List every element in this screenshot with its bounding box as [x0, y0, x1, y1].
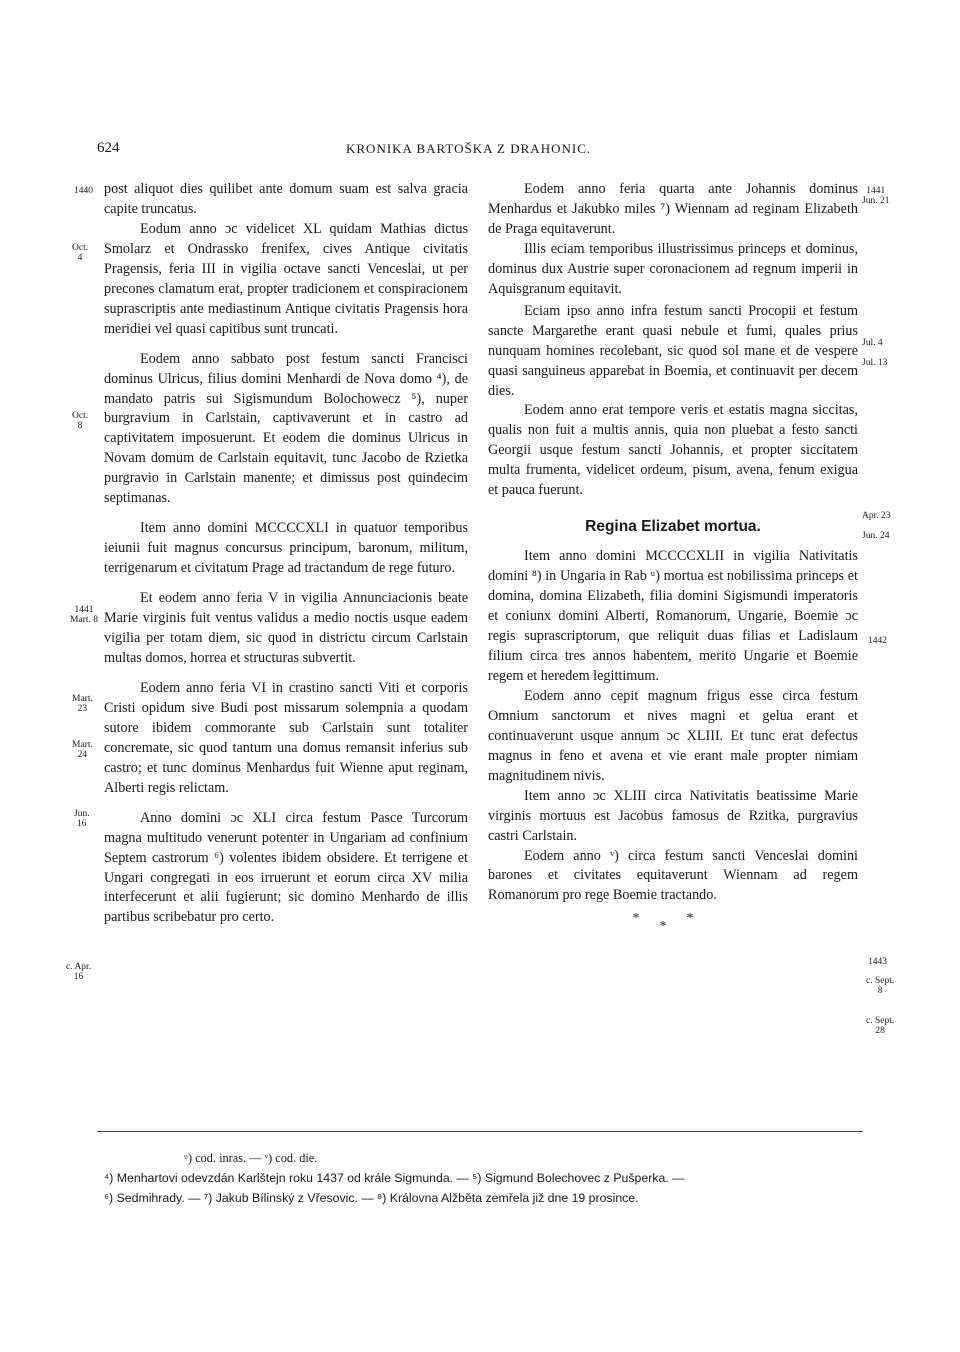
margin-date-label: Jul. 4	[862, 338, 883, 348]
asterisk: *	[632, 911, 660, 927]
margin-date-label: Jun.	[74, 809, 90, 819]
margin-date-label: 1440	[74, 186, 93, 196]
margin-date	[868, 636, 887, 646]
running-head: KRONIKA BARTOŠKA Z DRAHONIC.	[346, 141, 592, 156]
margin-date	[866, 976, 894, 996]
margin-date-label: Apr. 23	[862, 511, 891, 521]
paragraph: Item anno domini MCCCCXLII in vigilia Nativitatis domini ⁸) in Ungaria in Rab ᵘ) mortua est nobilissima princeps et domina, domina Elizabeth, filia domini Sigismundi imperatoris et coniunx domini Alberti, Romanorum, Ungarie, Boemie ɔc regis suprascriptorum, que reliquit duas filias et Ladislaum filium circa tres annos habentem, merito Ungarie et Boemie regem et heredem legittimum.	[488, 548, 858, 684]
paragraph: Eodem anno erat tempore veris et estatis magna siccitas, qualis non fuit a multis annis, quia non pluebat a festo sancti Georgii usque festum sancti Johannis, et propter siccitatem multa frumenta, videlicet ordeum, pisum, avena, fenum exigua et pauca fuerunt.	[488, 402, 858, 499]
paragraph: Anno domini ɔc XLI circa festum Pasce Turcorum magna multitudo venerunt potenter in Ungariam ad confinium Septem castrorum ⁶) volentes ibidem obsidere. Et terrigene et Ungari congregati in eos irruerunt et eorum circa XV milia interfecerunt et alii fugierunt; sic domino Menhardo de illis partibus scribebatur pro certo.	[104, 809, 468, 926]
section-heading: Regina Elizabet mortua.	[585, 518, 761, 536]
margin-date-sub: 8	[877, 986, 883, 996]
margin-date-sub: 24	[77, 750, 88, 760]
margin-date-sub: 16	[77, 819, 87, 829]
margin-date-label: Jun. 24	[862, 531, 890, 541]
margin-date	[72, 411, 88, 431]
margin-date-sub: 4	[77, 253, 83, 263]
margin-date-label: 1443	[868, 957, 887, 967]
paragraph: Et eodem anno feria V in vigilia Annunciacionis beate Marie virginis fuit ventus validus a medio noctis usque eadem vigilia per totam diem, sic quod in districtu circum Carlstain multas domos, horrea et structuras subvertit.	[104, 590, 468, 666]
margin-date	[72, 740, 93, 760]
margin-date	[70, 605, 98, 625]
footnote-line: ⁶) Sedmihrady. — ⁷) Jakub Bílinský z Vřesovic. — ⁸) Královna Alžběta zemřela již dne 19 prosince.	[104, 1191, 639, 1205]
footnote-line: ⁴) Menhartovi odevzdán Karlštejn roku 1437 od krále Sigmunda. — ⁵) Sigmund Bolechovec z Pušperka. —	[104, 1171, 685, 1185]
margin-date-label: Oct.	[72, 411, 89, 421]
right-column	[488, 180, 858, 935]
paragraph: Eodem anno ᵛ) circa festum sancti Venceslai domini barones et civitates equitaverunt Wiennam ad regem Romanorum pro rege Boemie tractando.	[488, 847, 858, 904]
margin-date	[74, 809, 90, 829]
footnotes	[104, 1148, 864, 1208]
margin-date-label: 1442	[868, 636, 887, 646]
footnote-separator	[97, 1131, 863, 1132]
paragraph: Eodum anno ɔc videlicet XL quidam Mathias dictus Smolarz et Ondrassko frenifex, cives Antique civitatis Pragensis, feria III in vigilia octave sancti Venceslai, ut per precones clamatum erat, propter tradicionem et conspiracionem suprascriptis ante mediastinum Antique civitatis Pragensis hora meridiei vel quasi capitibus sunt truncati.	[104, 220, 468, 337]
margin-date-label: Jul. 13	[862, 358, 888, 368]
margin-date	[66, 962, 91, 982]
margin-date-label: c. Sept.	[866, 976, 895, 986]
left-column	[104, 180, 468, 928]
paragraph: Eodem anno feria VI in crastino sancti Viti et corporis Cristi opidum sive Budi post missarum solempnia a quodam sutore ibidem commorante sub Carlstain sunt totaliter concremate, sic quod tantum una domus remansit inferius sub castro; et tunc dominus Menhardus fuit Wienne aput reginam, Alberti regis relictam.	[104, 679, 468, 796]
paragraph: Eodem anno feria quarta ante Johannis dominus Menhardus et Jakubko miles ⁷) Wiennam ad reginam Elizabeth de Praga equitaverunt.	[488, 181, 858, 237]
margin-date	[868, 957, 887, 967]
margin-date	[862, 531, 889, 541]
margin-date	[862, 186, 889, 206]
margin-date-sub: Jun. 21	[862, 196, 890, 206]
margin-date-label: Oct.	[72, 243, 89, 253]
margin-date	[862, 511, 891, 521]
asterisk: *	[659, 919, 687, 935]
margin-date-label: Mart.	[72, 694, 93, 704]
paragraph: Illis eciam temporibus illustrissimus princeps et dominus, dominus dux Austrie super coronacionem ad regnum imperii in Aquisgranum equitavit.	[488, 240, 858, 297]
margin-date-sub: 16	[73, 972, 84, 982]
margin-date	[74, 186, 93, 196]
margin-date-sub: 23	[77, 704, 88, 714]
margin-date-label: c. Sept.	[866, 1016, 895, 1026]
margin-date	[862, 358, 887, 368]
paragraph: Eciam ipso anno infra festum sancti Procopii et festum sancte Margarethe erant quasi nebule et fumi, quales prius nunquam homines recolebant, sic quod sol mane et de vespere quasi sanguineus apparebat in Boemia, et continuavit per decem dies.	[488, 302, 858, 399]
margin-date-sub: 28	[875, 1026, 885, 1036]
margin-date-label: 1441	[866, 186, 886, 196]
paragraph: Item anno ɔc XLIII circa Nativitatis beatissime Marie virginis mortuus est Jacobus famosus de Rzitka, purgravius castri Carlstain.	[488, 787, 858, 844]
paragraph: Eodem anno sabbato post festum sancti Francisci dominus Ulricus, filius domini Menhardi de Nova domo ⁴), de mandato patris sui Sigismundum Bolochowecz ⁵), nuper burgravium in Carlstain, captivaverunt et in castro ad captivitatem imposuerunt. Et eodem die dominus Ulricus in Novam domum de Carlstain equitavit, tunc Jacobo de Rzietka purgravio in Carlstain manente; et dimissus post quindecim septimanas.	[104, 350, 468, 507]
margin-date	[862, 338, 883, 348]
margin-date	[72, 243, 88, 263]
margin-date-label: c. Apr.	[66, 962, 92, 972]
margin-date-sub: Mart. 8	[70, 615, 98, 625]
paragraph: post aliquot dies quilibet ante domum suam est salva gracia capite truncatus.	[104, 181, 468, 217]
section-divider-asterisks	[488, 911, 858, 935]
paragraph: Item anno domini MCCCCXLI in quatuor temporibus ieiunii fuit magnus concursus principum, baronum, militum, terrigenarum et civitatum Prage ad tractandum de rege futuro.	[104, 520, 468, 577]
margin-date-label: Mart.	[72, 740, 93, 750]
page-number: 624	[97, 140, 120, 156]
paragraph: Eodem anno cepit magnum frigus esse circa festum Omnium sanctorum et nives magni et gelua erant et continuaverunt usque annum ɔc XLIII. Et tunc erat defectus magnus in feno et avena et vie erant male propter nimiam magnitudinem nivis.	[488, 687, 858, 784]
footnote-variants: ᵘ) cod. inras. — ᵛ) cod. die.	[184, 1151, 318, 1165]
margin-date	[72, 694, 93, 714]
margin-date	[866, 1016, 894, 1036]
margin-date-label: 1441	[74, 605, 94, 615]
asterisk: *	[686, 911, 714, 927]
margin-date-sub: 8	[77, 421, 83, 431]
